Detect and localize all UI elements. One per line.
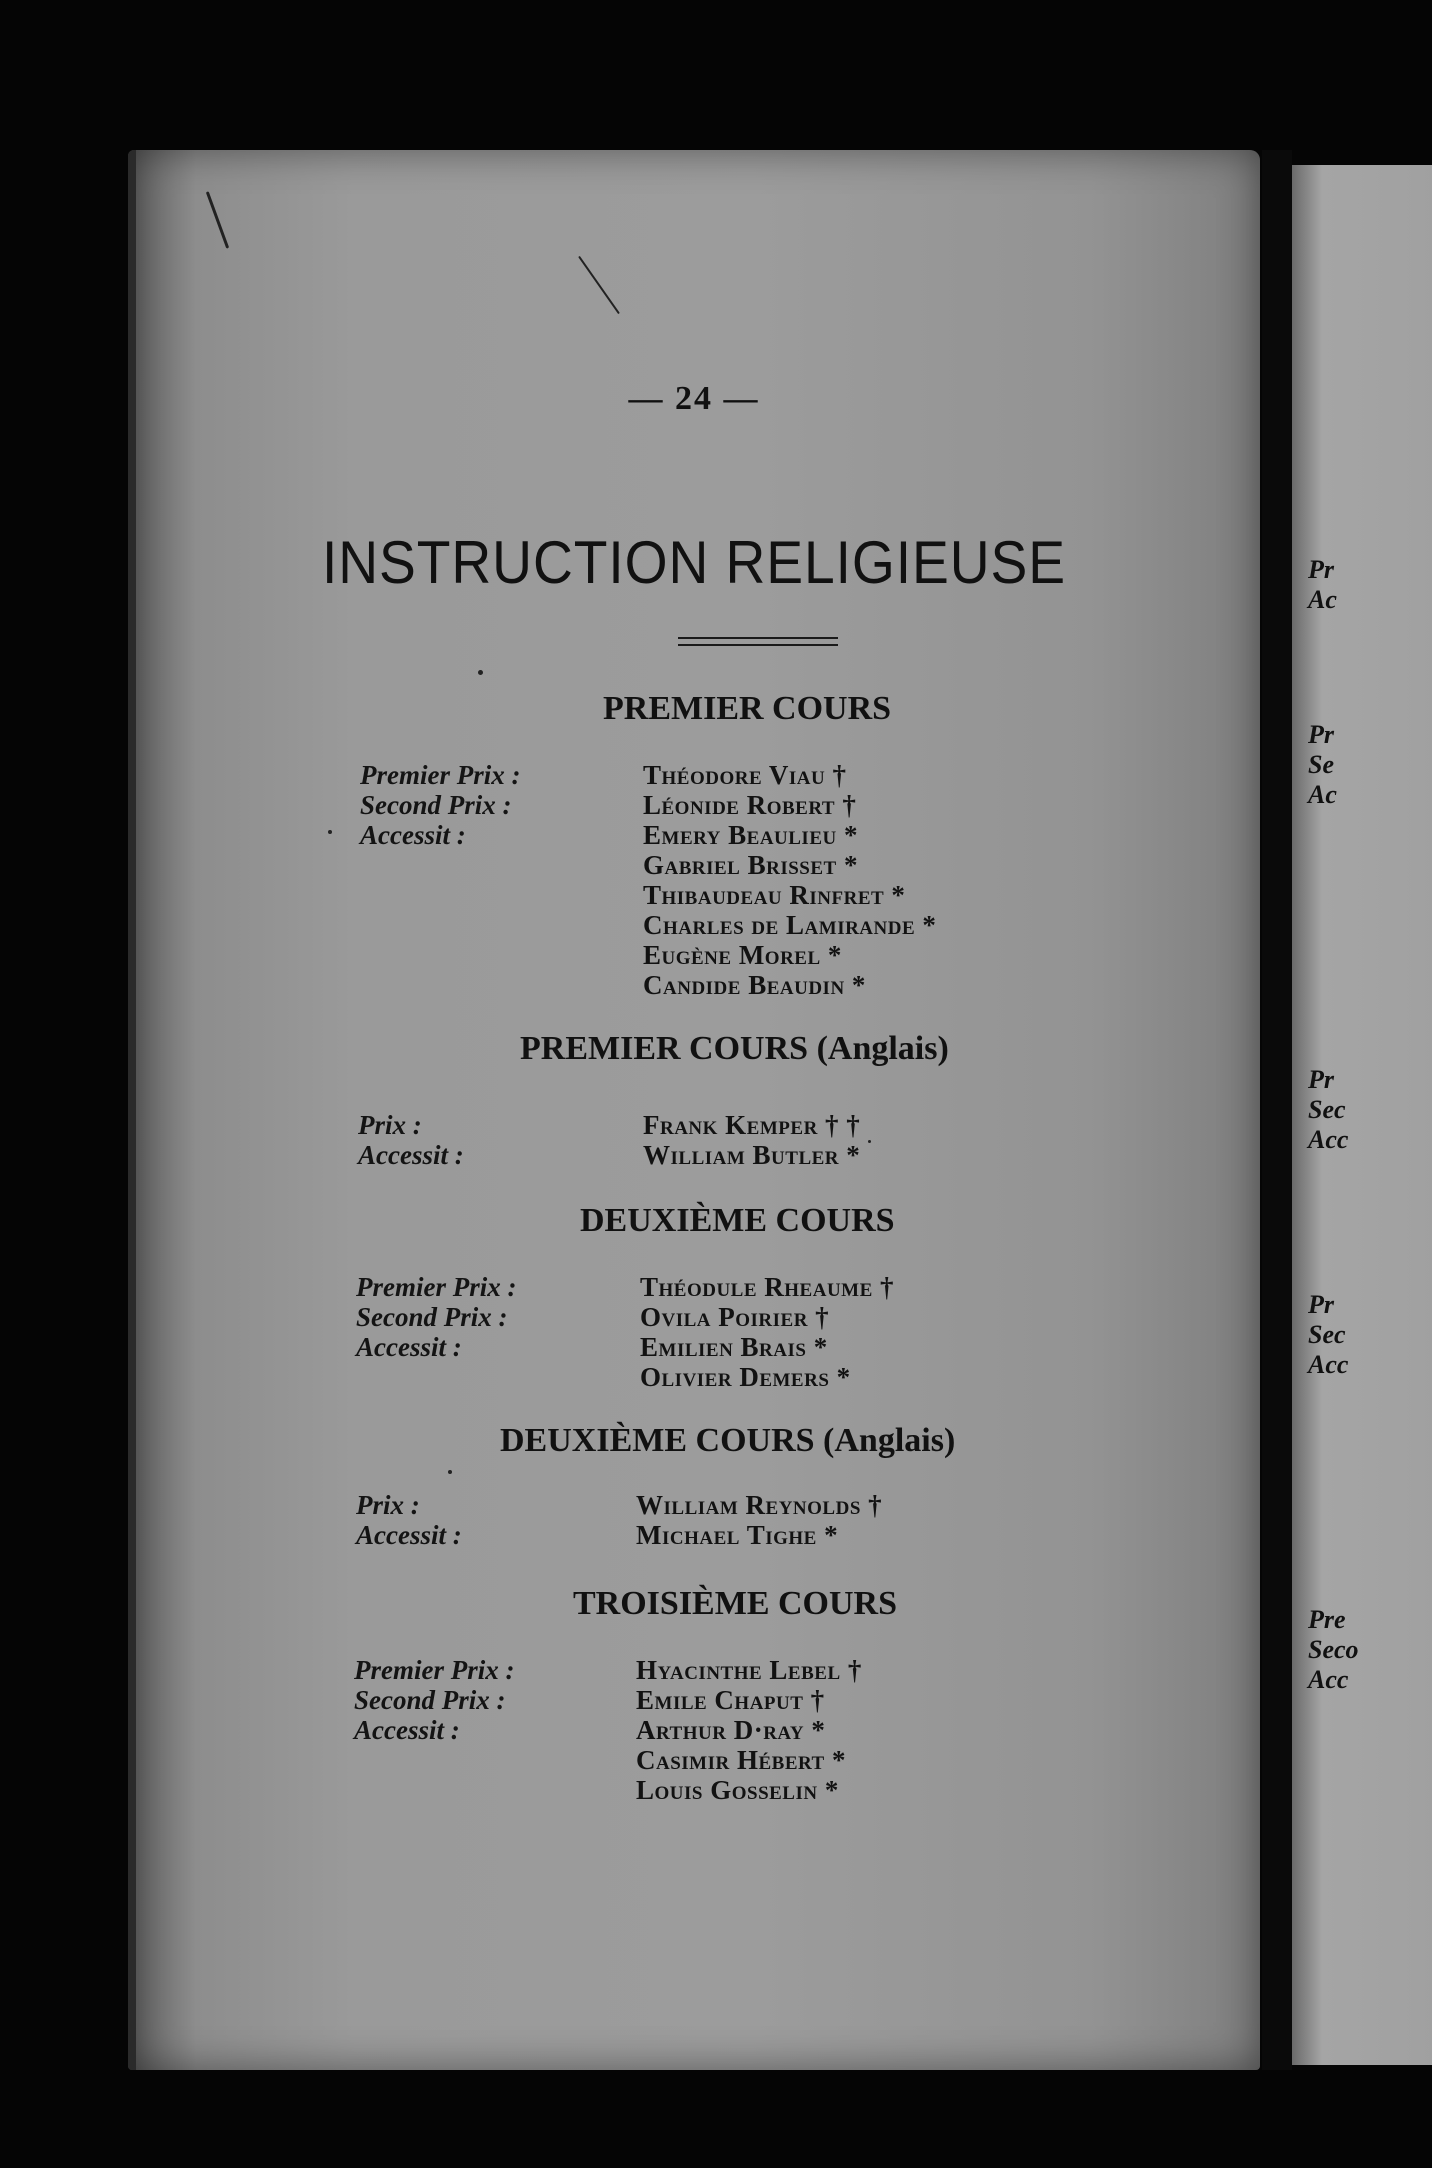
prize-name: Théodore Viau †	[643, 760, 847, 790]
title-divider	[678, 637, 838, 646]
prize-name: Louis Gosselin *	[636, 1775, 839, 1805]
prize-name: Emery Beaulieu *	[643, 820, 858, 850]
label-premier-prix: Premier Prix :	[360, 760, 521, 790]
prize-name: Gabriel Brisset *	[643, 850, 858, 880]
prize-name: Candide Beaudin *	[643, 970, 866, 1000]
prize-name: Hyacinthe Lebel †	[636, 1655, 862, 1685]
prize-name: Théodule Rheaume †	[640, 1272, 895, 1302]
facing-page-fragment-5: Pre Seco Acc	[1308, 1605, 1359, 1694]
prize-name: Casimir Hébert *	[636, 1745, 846, 1775]
prize-name: Emilien Brais *	[640, 1332, 828, 1362]
section-4-names	[636, 1490, 882, 1550]
section-3-names	[640, 1272, 894, 1392]
facing-page-fragment-2: Pr Se Ac	[1308, 720, 1337, 809]
prize-name: Léonide Robert †	[643, 790, 857, 820]
section-2-labels	[358, 1110, 464, 1170]
section-3-labels	[356, 1272, 516, 1362]
prize-name: Charles de Lamirande *	[643, 910, 937, 940]
label-second-prix: Second Prix :	[356, 1302, 508, 1332]
label-accessit: Accessit :	[356, 1332, 462, 1362]
section-heading-premier-cours-anglais: PREMIER COURS (Anglais)	[520, 1030, 949, 1067]
page-number: — 24 —	[628, 380, 760, 417]
section-5-labels	[354, 1655, 514, 1745]
book-gutter	[1262, 150, 1292, 2070]
section-1-names	[643, 760, 936, 1000]
label-prix: Prix :	[358, 1110, 422, 1140]
label-premier-prix: Premier Prix :	[354, 1655, 515, 1685]
section-5-names	[636, 1655, 862, 1805]
scan-scratch	[206, 191, 229, 248]
label-premier-prix: Premier Prix :	[356, 1272, 517, 1302]
section-2-names	[643, 1110, 860, 1170]
prize-name: Arthur D·ray *	[636, 1715, 826, 1745]
scan-speck	[328, 830, 332, 834]
prize-name: Emile Chaput †	[636, 1685, 825, 1715]
scan-scratch	[578, 256, 620, 314]
section-heading-troisieme-cours: TROISIÈME COURS	[573, 1585, 898, 1622]
label-accessit: Accessit :	[358, 1140, 464, 1170]
scan-speck	[868, 1140, 871, 1143]
prize-name: Eugène Morel *	[643, 940, 842, 970]
label-second-prix: Second Prix :	[354, 1685, 506, 1715]
facing-page-fragment-1: Pr Ac	[1308, 555, 1337, 614]
section-heading-deuxieme-cours: DEUXIÈME COURS	[580, 1202, 895, 1239]
label-accessit: Accessit :	[354, 1715, 460, 1745]
facing-page-fragment-4: Pr Sec Acc	[1308, 1290, 1349, 1379]
section-heading-deuxieme-cours-anglais: DEUXIÈME COURS (Anglais)	[500, 1422, 956, 1459]
label-prix: Prix :	[356, 1490, 420, 1520]
prize-name: William Butler *	[643, 1140, 861, 1170]
page-title: INSTRUCTION RELIGIEUSE	[321, 529, 1067, 596]
prize-name: Thibaudeau Rinfret *	[643, 880, 906, 910]
scan-speck	[478, 670, 483, 675]
prize-name: Frank Kemper † †	[643, 1110, 861, 1140]
label-second-prix: Second Prix :	[360, 790, 512, 820]
section-1-labels	[360, 760, 520, 850]
prize-name: Michael Tighe *	[636, 1520, 839, 1550]
section-heading-premier-cours: PREMIER COURS	[603, 690, 892, 727]
prize-name: Olivier Demers *	[640, 1362, 851, 1392]
label-accessit: Accessit :	[356, 1520, 462, 1550]
label-accessit: Accessit :	[360, 820, 466, 850]
scan-speck	[448, 1470, 452, 1474]
prize-name: Ovila Poirier †	[640, 1302, 830, 1332]
facing-page-fragment-3: Pr Sec Acc	[1308, 1065, 1349, 1154]
scanned-page	[128, 150, 1260, 2070]
prize-name: William Reynolds †	[636, 1490, 883, 1520]
section-4-labels	[356, 1490, 462, 1550]
